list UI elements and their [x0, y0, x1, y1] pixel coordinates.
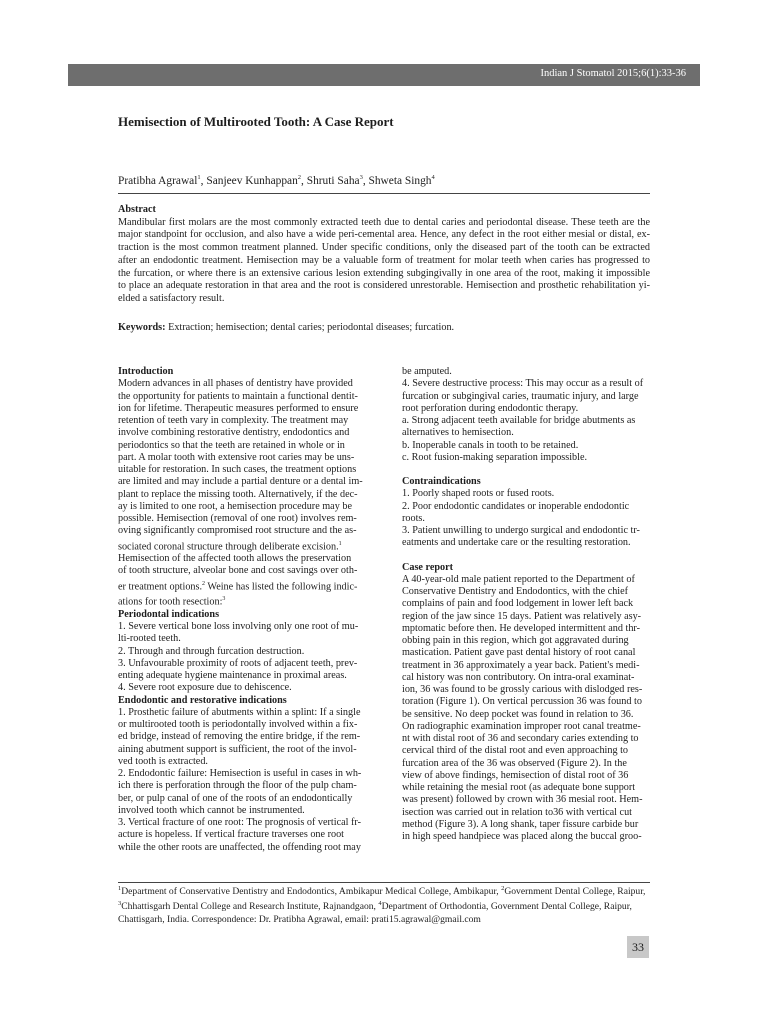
body-text-line	[402, 696, 650, 708]
line-text: b. Inoperable canals in tooth to be retained.	[402, 439, 579, 451]
line-text: 2. Endodontic failure: Hemisection is useful in cases in wh-	[118, 768, 362, 780]
affiliation-text: Chhattisgarh Dental College and Research Institute, Rajnandgaon,	[121, 901, 379, 913]
journal-header-band	[68, 64, 700, 86]
body-text-line	[402, 733, 650, 745]
line-text: involve combining restorative dentistry, endodontics and	[118, 427, 350, 439]
line-text: view of above findings, hemisection of distal root of 36	[402, 769, 629, 781]
line-text: Contraindications	[402, 476, 481, 487]
line-text: 3. Patient unwilling to undergo surgical and endodontic tr-	[402, 525, 640, 536]
body-text-line	[402, 635, 650, 647]
section-heading	[118, 366, 366, 378]
author-name: Shruti Saha	[306, 174, 360, 187]
body-text-line	[402, 366, 650, 378]
body-text-line	[118, 780, 366, 792]
body-text-line	[402, 819, 650, 831]
abstract-line: major standpoint for occlusion, and also have a wide peri-cemental area. Hence, any defect in the root either mesial or distal, ex-	[118, 229, 650, 241]
body-text-line	[402, 391, 650, 403]
affiliation-text: Government Dental College, Raipur,	[504, 886, 646, 898]
body-text-line	[118, 707, 366, 719]
line-text: mastication. Patient gave past dental history of root canal	[402, 647, 636, 659]
abstract-line: Mandibular first molars are the most commonly extracted teeth due to dental caries and periodontal disease. These teeth are the	[118, 216, 650, 228]
body-text-line	[402, 378, 650, 390]
citation-mark: 3	[222, 596, 226, 603]
body-text-line	[118, 440, 366, 452]
body-text-line	[402, 403, 650, 415]
body-text-line	[402, 647, 650, 659]
body-text-line	[402, 794, 650, 806]
line-text: was present) followed by crown with 36 mesial root. Hem-	[402, 794, 643, 806]
body-text-line	[402, 709, 650, 721]
body-text-line	[402, 525, 650, 537]
section-heading	[402, 562, 650, 574]
line-text: cervical third of the distal root and even approaching to	[402, 745, 629, 757]
citation-mark: 1	[338, 540, 342, 547]
line-text: c. Root fusion-making separation impossible.	[402, 451, 588, 463]
body-text-line	[118, 464, 366, 476]
section-heading	[118, 695, 366, 707]
body-text-line	[118, 553, 366, 565]
body-text-line	[402, 770, 650, 782]
paragraph-gap	[402, 550, 650, 562]
line-text: are limited and may include a partial denture or a dental im-	[118, 476, 363, 488]
author-name: Sanjeev Kunhappan	[206, 174, 298, 187]
affiliation-text: Chattisgarh, India. Correspondence: Dr. Pratibha Agrawal, email: prati15.agrawal@gmail.com	[118, 913, 481, 925]
body-text-line	[118, 427, 366, 439]
body-text-line	[118, 768, 366, 780]
line-text: mptomatic before then. He developed intermittent and thr-	[402, 622, 640, 634]
line-text: possible. Hemisection (removal of one root) involves rem-	[118, 513, 357, 524]
affiliation-mark: 4	[378, 900, 382, 908]
line-text: periodontics so that the teeth are retained in whole or in	[118, 439, 345, 451]
line-text: Weine has listed the following indic-	[205, 581, 358, 593]
line-text: Hemisection of the affected tooth allows the preservation	[118, 553, 352, 565]
author-affiliation-mark: 4	[431, 174, 435, 181]
line-text: root perforation during endodontic therapy.	[402, 402, 579, 414]
body-text-line	[402, 672, 650, 684]
body-text-line	[118, 744, 366, 756]
body-text-line	[402, 660, 650, 672]
body-text-line	[402, 623, 650, 635]
body-text-line	[402, 501, 650, 513]
line-text: part. A molar tooth with extensive root caries may be uns-	[118, 451, 355, 463]
body-text-line	[402, 574, 650, 586]
line-text: of tooth structure, alveolar bone and cost savings over oth-	[118, 565, 358, 577]
body-text-line	[402, 537, 650, 549]
keywords-line	[118, 322, 454, 333]
line-text: ber, or pulp canal of one of the roots of an endodontically	[118, 792, 353, 804]
body-text-line	[118, 829, 366, 841]
body-text-line	[402, 782, 650, 794]
line-text: involved tooth which cannot be instrumented.	[118, 804, 305, 816]
paragraph-gap	[402, 464, 650, 476]
author-name: Pratibha Agrawal	[118, 174, 198, 187]
body-text-line	[402, 745, 650, 757]
line-text: eatments and undertake care or the resulting restoration.	[402, 537, 631, 549]
line-text: 4. Severe destructive process: This may occur as a result of	[402, 378, 644, 390]
section-heading	[118, 609, 366, 621]
line-text: be sensitive. No deep pocket was found in relation to 36.	[402, 708, 634, 720]
line-text: roots.	[402, 512, 425, 524]
body-text-line	[118, 489, 366, 501]
body-text-line	[402, 831, 650, 843]
body-text-line	[118, 670, 366, 682]
line-text: 4. Severe root exposure due to dehiscence.	[118, 682, 292, 694]
line-text: method (Figure 3). A long shank, taper fissure carbide bur	[402, 818, 639, 830]
page-number: 33	[627, 936, 649, 958]
line-text: On radiographic examination improper root canal treatme-	[402, 720, 641, 732]
body-text-line	[118, 817, 366, 829]
body-text-line	[402, 452, 650, 464]
body-text-line	[118, 756, 366, 768]
keywords-label: Keywords:	[118, 322, 166, 333]
line-text: nt with distal root of 36 and secondary caries extending to	[402, 733, 639, 744]
author-list: Pratibha Agrawal$^1$, Sanjeev Kunhappan$^2$, Shruti Saha$^3$, Shweta Singh$^4$	[118, 174, 435, 187]
body-text-line	[118, 538, 366, 554]
body-text-line	[118, 842, 366, 854]
line-text: ich there is perforation through the floor of the pulp cham-	[118, 780, 357, 792]
body-text-line	[402, 427, 650, 439]
abstract-heading: Abstract	[118, 204, 156, 215]
line-text: toration (Figure 1). On vertical percussion 36 was found to	[402, 696, 642, 708]
line-text: 2. Poor endodontic candidates or inoperable endodontic	[402, 500, 630, 512]
body-text-line	[402, 415, 650, 427]
body-text-line	[118, 415, 366, 427]
section-heading	[402, 476, 650, 488]
affiliation-line	[118, 898, 650, 913]
body-text-line	[118, 805, 366, 817]
line-text: uitable for restoration. In such cases, the treatment options	[118, 464, 357, 475]
abstract-line: after an endodontic treatment. Hemisection may be a valuable form of treatment for molar teeth when caries has progressed to	[118, 254, 650, 266]
abstract-line: the furcation, or where there is an extensive carious lesion extending subgingivally in one area of the root, making it impossible	[118, 267, 650, 279]
affiliation-text: Department of Conservative Dentistry and Endodontics, Ambikapur Medical College, Ambikapur,	[121, 886, 502, 898]
abstract-section	[118, 204, 650, 306]
line-text: 3. Unfavourable proximity of roots of adjacent teeth, prev-	[118, 657, 358, 669]
body-text-line	[118, 593, 366, 609]
line-text: lti-rooted teeth.	[118, 633, 181, 645]
body-text-line	[402, 586, 650, 598]
line-text: Endodontic and restorative indications	[118, 694, 287, 706]
line-text: alternatives to hemisection.	[402, 427, 514, 439]
header-divider	[118, 193, 650, 194]
body-text-line	[402, 598, 650, 610]
line-text: furcation or subgingival caries, traumatic injury, and large	[402, 390, 639, 402]
body-text-line	[118, 578, 366, 594]
line-text: plant to replace the missing tooth. Alternatively, if the dec-	[118, 488, 358, 500]
line-text: obbing pain in this region, which got aggravated during	[402, 635, 629, 646]
body-text-line	[402, 440, 650, 452]
body-text-line	[118, 391, 366, 403]
line-text: or multirooted tooth is periodontally involved within a fix-	[118, 719, 358, 731]
line-text: oving significantly compromised root structure and the as-	[118, 525, 357, 537]
line-text: treatment in 36 approximately a year back. Patient's medi-	[402, 659, 640, 671]
line-text: 1. Poorly shaped roots or fused roots.	[402, 488, 555, 500]
keywords-text: Extraction; hemisection; dental caries; periodontal diseases; furcation.	[165, 322, 455, 333]
affiliation-mark: 3	[118, 900, 122, 908]
body-text-line	[118, 731, 366, 743]
abstract-line: traction is the most common treatment planned. Under specific conditions, only the diseased part of the tooth can be extracted	[118, 242, 650, 254]
body-text-line	[118, 378, 366, 390]
body-text-line	[402, 807, 650, 819]
line-text: 2. Through and through furcation destruction.	[118, 645, 305, 657]
line-text: ved tooth is extracted.	[118, 755, 208, 767]
body-text-line	[118, 525, 366, 537]
body-text-line	[118, 501, 366, 513]
line-text: ion for lifetime. Therapeutic measures performed to ensure	[118, 402, 359, 414]
line-text: Case report	[402, 561, 454, 573]
line-text: isection was carried out in relation to36 with vertical cut	[402, 806, 632, 818]
line-text: 1. Prosthetic failure of abutments within a splint: If a single	[118, 706, 361, 718]
line-text: while the other roots are unaffected, the offending root may	[118, 841, 361, 853]
line-text: ay is limited to one root, a hemisection procedure may be	[118, 500, 352, 512]
line-text: Periodontal indications	[118, 608, 220, 620]
affiliation-line	[118, 914, 650, 926]
line-text: cal history was non contributory. On intra-oral examinat-	[402, 671, 635, 683]
body-text-line	[118, 633, 366, 645]
line-text: Introduction	[118, 366, 174, 377]
body-text-line	[118, 476, 366, 488]
body-text-line	[118, 658, 366, 670]
abstract-line: elded a satisfactory result.	[118, 292, 225, 304]
line-text: in high speed handpiece was placed along the buccal groo-	[402, 831, 642, 842]
author-affiliation-mark: 2	[297, 174, 302, 181]
affiliations-footnote	[118, 883, 650, 926]
line-text: 1. Severe vertical bone loss involving only one root of mu-	[118, 621, 359, 633]
line-text: sociated coronal structure through deliberate excision.	[118, 540, 339, 552]
line-text: er treatment options.	[118, 581, 203, 593]
affiliation-line	[118, 883, 650, 898]
body-text-line	[402, 758, 650, 770]
body-text-line	[118, 793, 366, 805]
line-text: ed bridge, instead of removing the entire bridge, if the rem-	[118, 731, 361, 743]
citation-mark: 2	[202, 580, 206, 587]
body-text-line	[402, 721, 650, 733]
body-text-line	[118, 403, 366, 415]
line-text: be amputed.	[402, 366, 452, 377]
line-text: A 40-year-old male patient reported to the Department of	[402, 573, 635, 585]
body-text-line	[118, 513, 366, 525]
line-text: acture is hopeless. If vertical fracture traverses one root	[118, 829, 345, 841]
line-text: aining abutment support is sufficient, the root of the invol-	[118, 743, 357, 755]
line-text: 3. Vertical fracture of one root: The prognosis of vertical fr-	[118, 817, 361, 829]
body-text-line	[118, 646, 366, 658]
body-text-line	[118, 682, 366, 694]
body-text-line	[402, 611, 650, 623]
author-affiliation-mark: 3	[359, 174, 363, 181]
affiliation-mark: 1	[118, 885, 122, 892]
author-name: Shweta Singh	[368, 174, 432, 187]
left-column	[118, 366, 366, 854]
body-text-line	[118, 452, 366, 464]
line-text: ations for tooth resection:	[118, 596, 223, 608]
abstract-line: to place an adequate restoration in that area and the root is considered unrestorable. Hemisection and prosthetic rehabilitation yi-	[118, 280, 650, 292]
line-text: while retaining the mesial root (as adequate bone support	[402, 782, 636, 793]
line-text: region of the jaw since 15 days. Patient was relatively asy-	[402, 610, 642, 622]
body-text-line	[402, 513, 650, 525]
body-text-line	[118, 565, 366, 577]
line-text: Modern advances in all phases of dentistry have provided	[118, 378, 353, 390]
body-text-line	[118, 719, 366, 731]
line-text: Conservative Dentistry and Endodontics, with the chief	[402, 586, 629, 597]
line-text: complains of pain and food lodgement in lower left back	[402, 598, 634, 610]
affiliation-mark: 2	[501, 885, 505, 892]
journal-citation: Indian J Stomatol 2015;6(1):33-36	[540, 68, 686, 79]
line-text: a. Strong adjacent teeth available for bridge abutments as	[402, 415, 636, 426]
author-affiliation-mark: 1	[197, 174, 201, 181]
body-text-line	[402, 684, 650, 696]
line-text: ion, 36 was found to be grossly carious with dislodged res-	[402, 684, 643, 695]
body-text-line	[118, 621, 366, 633]
article-title: Hemisection of Multirooted Tooth: A Case Report	[118, 114, 394, 129]
right-column	[402, 366, 650, 843]
line-text: retention of teeth vary in complexity. The treatment may	[118, 415, 349, 426]
line-text: furcation area of the 36 was observed (Figure 2). In the	[402, 757, 627, 769]
affiliation-text: Department of Orthodontia, Government Dental College, Raipur,	[381, 901, 632, 913]
body-text-line	[402, 488, 650, 500]
line-text: enting adequate hygiene maintenance in proximal areas.	[118, 670, 347, 682]
line-text: the opportunity for patients to maintain a functional dentit-	[118, 390, 358, 402]
